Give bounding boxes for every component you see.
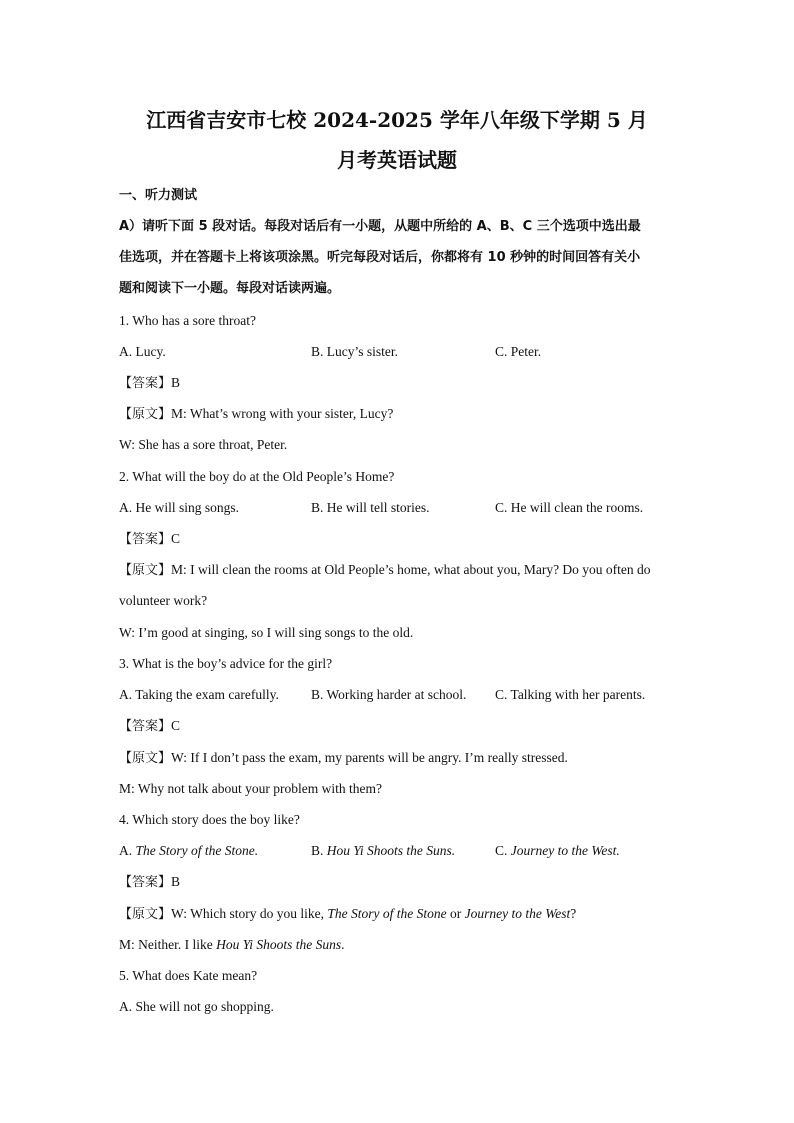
answer-value: B	[171, 874, 181, 889]
transcript-text: M: What’s wrong with your sister, Lucy?	[171, 406, 394, 421]
transcript-text: M: I will clean the rooms at Old People’s home, what about you, Mary? Do you often do	[171, 562, 651, 577]
question-2-text: 2. What will the boy do at the Old People’s Home?	[119, 469, 395, 484]
transcript-tag: 【原文】	[119, 907, 172, 922]
instructions-line-1: A）请听下面 5 段对话。每段对话后有一小题，从题中所给的 A、B、C 三个选项中选出最	[119, 219, 641, 234]
transcript-text: ?	[570, 906, 577, 921]
answer-tag: 【答案】	[119, 376, 172, 391]
question-4-option-a	[119, 842, 258, 860]
document-title-line-1: 江西省吉安市七校 2024-2025 学年八年级下学期 5 月	[146, 108, 648, 132]
question-4-transcript-1	[119, 905, 576, 924]
transcript-text: M: Neither. I like	[119, 937, 217, 952]
instructions-line-3: 题和阅读下一小题。每段对话读两遍。	[119, 281, 341, 296]
question-3-option-b: B. Working harder at school.	[311, 687, 467, 702]
question-1-option-b: B. Lucy’s sister.	[311, 344, 398, 359]
question-3-transcript-1	[119, 749, 568, 768]
answer-value: B	[171, 375, 181, 390]
question-1-text: 1. Who has a sore throat?	[119, 313, 256, 328]
transcript-title: Hou Yi Shoots the Suns	[216, 937, 342, 952]
question-1-option-c: C. Peter.	[495, 344, 542, 359]
option-title: The Story of the Stone.	[135, 843, 259, 858]
option-prefix: A.	[119, 843, 136, 858]
question-2-answer	[119, 530, 180, 549]
question-3-answer	[119, 717, 180, 736]
question-2-option-a: A. He will sing songs.	[119, 500, 240, 515]
question-1-transcript-1	[119, 405, 393, 424]
transcript-tag: 【原文】	[119, 751, 172, 766]
question-1-transcript-2: W: She has a sore throat, Peter.	[119, 437, 288, 452]
question-1-answer	[119, 374, 180, 393]
question-4-answer	[119, 873, 180, 892]
transcript-text: or	[446, 906, 465, 921]
transcript-tag: 【原文】	[119, 563, 172, 578]
transcript-text: .	[341, 937, 345, 952]
answer-tag: 【答案】	[119, 532, 172, 547]
question-4-transcript-2	[119, 936, 345, 954]
option-prefix: C.	[495, 843, 511, 858]
question-2-transcript-2: W: I’m good at singing, so I will sing songs to the old.	[119, 625, 414, 640]
question-3-option-a: A. Taking the exam carefully.	[119, 687, 279, 702]
question-1-option-a: A. Lucy.	[119, 344, 166, 359]
document-title-line-2: 月考英语试题	[337, 148, 457, 172]
option-title: Journey to the West.	[510, 843, 620, 858]
answer-value: C	[171, 718, 181, 733]
question-5-text: 5. What does Kate mean?	[119, 968, 258, 983]
transcript-text: W: If I don’t pass the exam, my parents will be angry. I’m really stressed.	[171, 750, 568, 765]
question-2-transcript-1	[119, 561, 651, 580]
question-4-option-b	[311, 842, 455, 860]
answer-tag: 【答案】	[119, 875, 172, 890]
question-2-option-b: B. He will tell stories.	[311, 500, 430, 515]
question-2-transcript-1-cont: volunteer work?	[119, 593, 208, 608]
question-3-option-c: C. Talking with her parents.	[495, 687, 646, 702]
option-prefix: B.	[311, 843, 327, 858]
question-3-text: 3. What is the boy’s advice for the girl?	[119, 656, 333, 671]
transcript-text: W: Which story do you like,	[171, 906, 328, 921]
answer-value: C	[171, 531, 181, 546]
question-4-text: 4. Which story does the boy like?	[119, 812, 300, 827]
question-2-option-c: C. He will clean the rooms.	[495, 500, 644, 515]
option-title: Hou Yi Shoots the Suns.	[326, 843, 456, 858]
transcript-title-1: The Story of the Stone	[327, 906, 447, 921]
question-3-transcript-2: M: Why not talk about your problem with them?	[119, 781, 382, 796]
section-heading: 一、听力测试	[119, 188, 198, 203]
transcript-title-2: Journey to the West	[464, 906, 571, 921]
transcript-tag: 【原文】	[119, 407, 172, 422]
instructions-line-2: 佳选项，并在答题卡上将该项涂黑。听完每段对话后，你都将有 10 秒钟的时间回答有关小	[119, 250, 641, 265]
question-5-option-a: A. She will not go shopping.	[119, 999, 274, 1014]
answer-tag: 【答案】	[119, 719, 172, 734]
question-4-option-c	[495, 842, 620, 860]
